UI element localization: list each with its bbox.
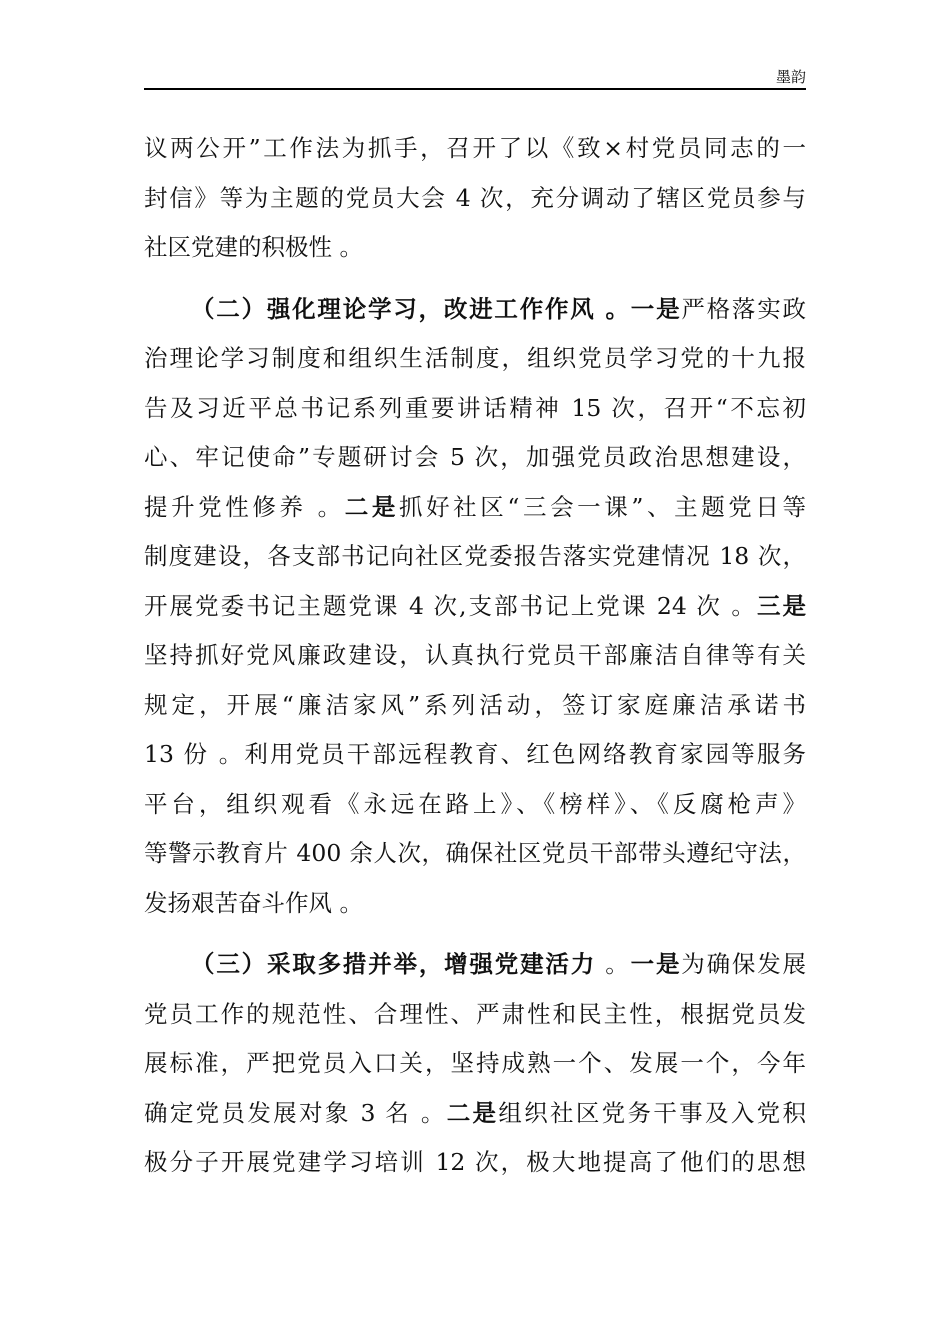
text-run: 。 [596, 950, 631, 978]
paragraph [144, 285, 806, 929]
text-run: 告及习近平总书记系列重要讲话精神 15 次，召开“不忘初 [144, 393, 806, 422]
text-line [144, 223, 806, 273]
text-run: 坚持抓好党风廉政建设，认真执行党员干部廉洁自律等有关 [144, 641, 806, 669]
header-rule [144, 88, 806, 90]
text-line [144, 879, 806, 929]
section-heading: （二）强化理论学习，改进工作作风 。一是 [191, 294, 682, 323]
text-line [144, 285, 806, 335]
text-line [144, 780, 806, 830]
text-run: 党员工作的规范性、合理性、严肃性和民主性，根据党员发 [144, 999, 806, 1028]
paragraph [144, 940, 806, 1188]
text-line [144, 174, 806, 224]
text-run: 确定党员发展对象 3 名 。 [144, 1098, 447, 1127]
text-run: 严格落实政 [681, 294, 806, 323]
text-run: 规定，开展“廉洁家风”系列活动，签订家庭廉洁承诺书 [144, 690, 806, 719]
text-run: 提升党性修养 。 [144, 492, 345, 521]
text-run: 平台，组织观看《永远在路上》、《榜样》、《反腐枪声》 [144, 789, 806, 818]
text-run: 抓好社区“三会一课”、主题党日等 [398, 492, 806, 521]
header-label: 墨韵 [775, 68, 806, 86]
text-line [144, 940, 806, 990]
text-run: 社区党建的积极性 。 [144, 233, 363, 261]
emphasis-run: 二是 [446, 1098, 499, 1127]
document-body [144, 124, 806, 1188]
text-run: 发扬艰苦奋斗作风 。 [144, 888, 363, 917]
text-line [144, 124, 806, 174]
text-run: 心、牢记使命”专题研讨会 5 次，加强党员政治思想建设， [144, 443, 806, 471]
text-run: 展标准，严把党员入口关，坚持成熟一个、发展一个，今年 [144, 1049, 806, 1077]
text-line [144, 829, 806, 879]
text-line [144, 730, 806, 780]
text-line [144, 483, 806, 533]
text-line [144, 532, 806, 582]
text-line [144, 631, 806, 681]
text-run: 议两公开”工作法为抓手，召开了以《致×村党员同志的一 [144, 134, 806, 162]
text-line [144, 1039, 806, 1089]
text-line [144, 1089, 806, 1139]
text-line [144, 1138, 806, 1188]
text-run: 13 份 。利用党员干部远程教育、红色网络教育家园等服务 [144, 740, 806, 768]
text-run: 封信》等为主题的党员大会 4 次，充分调动了辖区党员参与 [144, 183, 806, 212]
text-line [144, 334, 806, 384]
text-line [144, 681, 806, 731]
text-line [144, 582, 806, 632]
text-line [144, 433, 806, 483]
text-line [144, 990, 806, 1040]
text-run: 开展党委书记主题党课 4 次,支部书记上党课 24 次 。 [144, 591, 757, 620]
text-run: 组织社区党务干事及入党积 [498, 1098, 806, 1127]
section-heading: （三）采取多措并举，增强党建活力 [191, 950, 597, 978]
text-line [144, 384, 806, 434]
emphasis-run: 二是 [344, 492, 399, 521]
text-run: 极分子开展党建学习培训 12 次，极大地提高了他们的思想 [144, 1148, 806, 1176]
text-run: 等警示教育片 400 余人次，确保社区党员干部带头遵纪守法， [144, 839, 806, 867]
paragraph [144, 124, 806, 273]
emphasis-run: 三是 [756, 591, 806, 620]
emphasis-run: 一是 [630, 950, 682, 978]
text-run: 为确保发展 [681, 950, 806, 978]
text-run: 治理论学习制度和组织生活制度，组织党员学习党的十九报 [144, 344, 806, 372]
text-run: 制度建设，各支部书记向社区党委报告落实党建情况 18 次， [144, 542, 806, 570]
